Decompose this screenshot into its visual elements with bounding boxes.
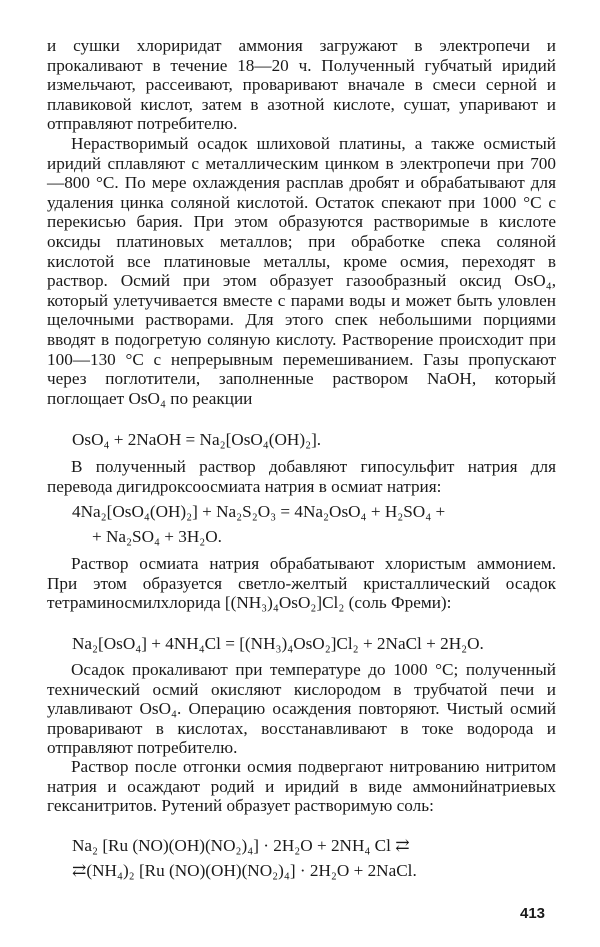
paragraph-osmium-calcination [47, 660, 556, 758]
paragraph-text: Нерастворимый осадок шлиховой платины, а также осмистый иридий сплавляют с металлическим цинком в электропечи при 700—800 °C. По мере охлаждения расплав дробят и обрабатывают для удаления цинка соляной кислотой. Остаток спекают при 1000 °C с перекисью бария. При этом образуются растворимые в кислоте оксиды платиновых металлов; при обработке спека соляной кислотой все платиновые металлы, кроме осмия, переходят в раствор. Осмий при этом образует газообразный оксид OsO₄, который улетучивается вместе с парами воды и может быть уловлен щелочными растворами. Для этого спек небольшими порциями вводят в подогретую соляную кислоту. Растворение происходит при 100—130 °C с непрерывным перемешиванием. Газы пропускают через поглотители, заполненные раствором NaOH, который поглощает OsO₄ по реакции [47, 134, 556, 408]
formula-ruthenium-line-2: ⇄(NH₄)₂ [Ru (NO)(OH)(NO₂)₄] · 2H₂O + 2NaCl. [72, 861, 417, 880]
paragraph-fremy-salt [47, 554, 556, 613]
paragraph-text: В полученный раствор добавляют гипосульфит натрия для перевода дигидроксоосмиата натрия в осмиат натрия: [47, 457, 556, 496]
paragraph-text: Осадок прокаливают при температуре до 1000 °C; полученный технический осмий окисляют кислородом в трубчатой печи и улавливают OsO₄. Операцию осаждения повторяют. Чистый осмий проваривают в кислотах, восстанавливают в токе водорода и отправляют потребителю. [47, 660, 556, 758]
formula-osmium-absorption: OsO₄ + 2NaOH = Na₂[OsO₄(OH)₂]. [72, 430, 322, 449]
paragraph-text: Раствор после отгонки осмия подвергают нитрованию нитритом натрия и осаждают родий и иридий в виде аммонийнатриевых гексанитритов. Рутений образует растворимую соль: [47, 757, 556, 816]
paragraph-text: и сушки хлориридат аммония загружают в электропечи и прокаливают в течение 18—20 ч. Полученный губчатый иридий измельчают, рассеивают, проваривают вначале в смеси серной и плавиковой кислот, затем в азотной кислоте, сушат, упаривают и отправляют потребителю. [47, 36, 556, 134]
paragraph-platinum-residue [47, 134, 556, 408]
formula-fremy-salt: Na₂[OsO₄] + 4NH₄Cl = [(NH₃)₄OsO₂]Cl₂ + 2NaCl + 2H₂O. [72, 634, 484, 653]
paragraph-text: Раствор осмиата натрия обрабатывают хлористым аммонием. При этом образуется светло-желтый кристаллический осадок тетраминосмилхлорида [(NH₃)₄OsO₂]Cl₂ (соль Фреми): [47, 554, 556, 613]
paragraph-nitration [47, 757, 556, 816]
paragraph-iridium-drying [47, 36, 556, 134]
formula-ruthenium-line-1: Na₂ [Ru (NO)(OH)(NO₂)₄] · 2H₂O + 2NH₄ Cl ⇄ [72, 836, 410, 855]
formula-osmiate-line-1: 4Na₂[OsO₄(OH)₂] + Na₂S₂O₃ = 4Na₂OsO₄ + H₂SO₄ + [72, 502, 446, 521]
paragraph-hyposulfite [47, 457, 556, 496]
page-number: 413 [520, 905, 546, 922]
formula-osmiate-line-2: + Na₂SO₄ + 3H₂O. [92, 527, 222, 546]
